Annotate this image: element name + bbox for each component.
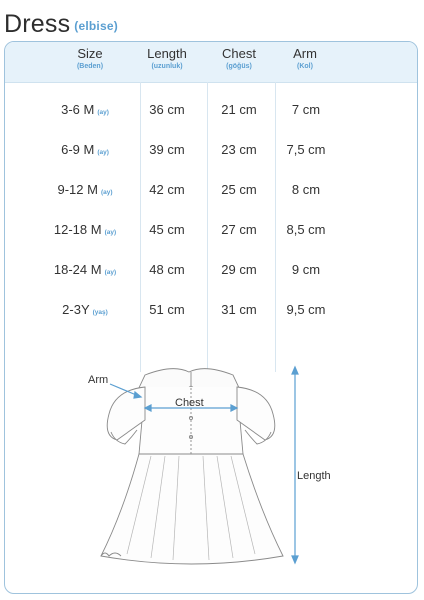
size-translation: (ay) bbox=[104, 269, 117, 276]
size-chart-card bbox=[4, 41, 418, 594]
arm-cell: 7,5 cm bbox=[286, 142, 326, 157]
size-value: 2-3Y bbox=[62, 302, 90, 317]
size-value: 12-18 M bbox=[53, 222, 102, 237]
chest-cell: 29 cm bbox=[221, 262, 257, 277]
length-label: Length bbox=[297, 470, 331, 482]
header-chest-label: Chest bbox=[222, 46, 256, 61]
size-translation: (yaş) bbox=[92, 309, 108, 316]
size-value: 3-6 M bbox=[61, 102, 95, 117]
size-translation: (ay) bbox=[97, 149, 109, 156]
header-chest-translation: (göğüs) bbox=[226, 63, 252, 70]
length-cell: 45 cm bbox=[149, 222, 185, 237]
size-translation: (ay) bbox=[97, 109, 109, 116]
chest-cell: 21 cm bbox=[221, 102, 257, 117]
chest-cell: 23 cm bbox=[221, 142, 257, 157]
chest-cell: 25 cm bbox=[221, 182, 257, 197]
title-translation: (elbise) bbox=[74, 19, 118, 33]
chest-cell: 27 cm bbox=[221, 222, 257, 237]
arm-cell: 9 cm bbox=[291, 262, 321, 277]
dress-illustration bbox=[5, 42, 418, 594]
header-size-label: Size bbox=[77, 46, 103, 61]
header-size-translation: (Beden) bbox=[76, 63, 104, 70]
length-cell: 48 cm bbox=[149, 262, 185, 277]
size-value: 6-9 M bbox=[61, 142, 95, 157]
header-length-translation: (uzunluk) bbox=[151, 63, 183, 70]
header-arm-translation: (Kol) bbox=[297, 63, 313, 70]
length-cell: 39 cm bbox=[149, 142, 185, 157]
arm-cell: 7 cm bbox=[291, 102, 321, 117]
header-length-label: Length bbox=[147, 46, 187, 61]
arm-cell: 9,5 cm bbox=[286, 302, 326, 317]
title-main: Dress bbox=[4, 10, 71, 38]
size-translation: (ay) bbox=[100, 189, 113, 196]
chest-cell: 31 cm bbox=[221, 302, 257, 317]
page-title bbox=[4, 12, 118, 37]
header-arm-label: Arm bbox=[293, 46, 317, 61]
arm-cell: 8 cm bbox=[291, 182, 321, 197]
arm-label: Arm bbox=[88, 374, 109, 386]
length-cell: 36 cm bbox=[149, 102, 185, 117]
size-value: 9-12 M bbox=[57, 182, 98, 197]
size-value: 18-24 M bbox=[53, 262, 102, 277]
chest-label: Chest bbox=[175, 397, 204, 409]
length-cell: 51 cm bbox=[149, 302, 185, 317]
length-cell: 42 cm bbox=[149, 182, 185, 197]
size-translation: (ay) bbox=[104, 229, 117, 236]
arm-cell: 8,5 cm bbox=[286, 222, 326, 237]
